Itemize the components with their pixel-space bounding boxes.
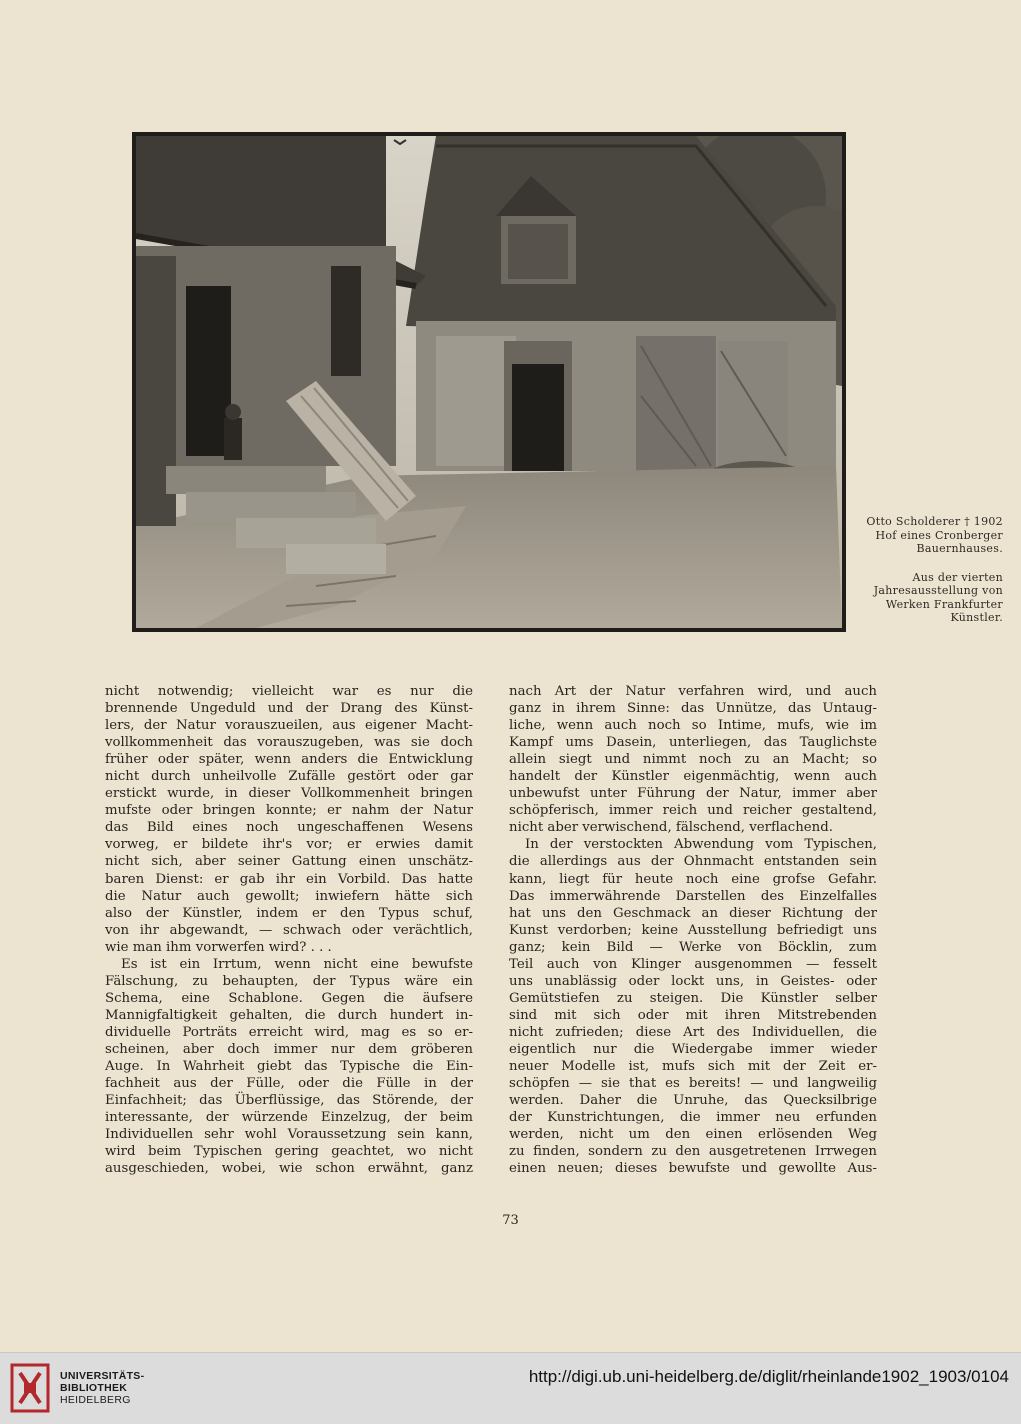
caption-source-1: Aus der vierten	[912, 570, 1003, 584]
text-line: vollkommenheit das vorauszugeben, was sie doch	[105, 735, 473, 751]
caption-line-title-1: Hof eines Cronberger	[875, 528, 1003, 542]
caption-line-title-2: Bauernhauses.	[916, 542, 1003, 555]
text-line: Das immerwährende Darstellen des Einzelfalles	[509, 888, 877, 904]
text-line: Schema, eine Schablone. Gegen die äufsere	[105, 990, 473, 1006]
caption-line-artist: Otto Scholderer † 1902	[866, 515, 1003, 528]
text-line: unbewufst unter Führung der Natur, immer aber	[509, 786, 877, 802]
text-line: Mannigfaltigkeit gehalten, die durch hundert in-	[105, 1007, 473, 1023]
text-column-right	[509, 683, 877, 1177]
text-line: hat uns den Geschmack an dieser Richtung der	[509, 905, 877, 921]
text-column-left	[105, 683, 473, 1177]
text-line: ganz; kein Bild — Werke von Böcklin, zum	[509, 939, 877, 955]
text-line: nicht aber verwischend, fälschend, verflachend.	[509, 820, 833, 836]
figure-caption	[843, 515, 1003, 625]
painting-plate	[132, 132, 846, 632]
text-line: Einfachheit; das Überflüssige, das Störende, der	[105, 1093, 473, 1109]
text-line: Kunst verdorben; keine Ausstellung befriedigt uns	[509, 922, 877, 938]
text-line: die Natur auch gewollt; inwiefern hätte sich	[105, 888, 473, 904]
text-line: nicht durch unheilvolle Zufälle gestört oder gar	[105, 769, 473, 785]
text-line: von ihr abgewandt, — schwach oder verächtlich,	[105, 922, 473, 938]
text-line: nicht notwendig; vielleicht war es nur die	[105, 684, 473, 699]
caption-source-3: Werken Frankfurter	[885, 597, 1003, 611]
caption-source-4: Künstler.	[950, 611, 1003, 624]
text-line: früher oder später, wenn anders die Entwicklung	[105, 752, 473, 768]
text-line: liche, wenn auch noch so Intime, mufs, wie im	[509, 718, 877, 734]
text-line: werden, nicht um den einen erlösenden Weg	[509, 1127, 877, 1143]
text-line: vorweg, er bildete ihr's vor; er erwies damit	[105, 837, 473, 853]
text-line: das Bild eines noch ungeschaffenen Wesens	[105, 820, 473, 836]
text-line: eigentlich nur die Wiedergabe immer wieder	[509, 1041, 877, 1057]
text-line: interessante, der würzende Einzelzug, der beim	[105, 1110, 473, 1126]
caption-source-2: Jahresausstellung von	[873, 584, 1003, 597]
page-number: 73	[502, 1213, 519, 1228]
farmyard-painting-image	[136, 136, 842, 628]
text-line: Es ist ein Irrtum, wenn nicht eine bewufste	[121, 956, 473, 972]
text-line: In der verstockten Abwendung vom Typischen,	[525, 837, 877, 853]
text-line: der Kunstrichtungen, die immer neu erfunden	[509, 1110, 877, 1126]
text-line: handelt der Künstler eigenmächtig, wenn auch	[509, 769, 877, 785]
text-line: nicht zufrieden; diese Art des Individuellen, die	[509, 1024, 877, 1040]
text-line: nach Art der Natur verfahren wird, und auch	[509, 684, 877, 699]
text-line: Individuellen sehr wohl Voraussetzung sein kann,	[105, 1127, 473, 1143]
text-line: erstickt wurde, in dieser Vollkommenheit bringen	[105, 786, 473, 802]
text-line: uns unablässig oder lockt uns, in Geistes- oder	[509, 973, 877, 989]
text-line: fachheit aus der Fülle, oder die Fülle in der	[105, 1076, 473, 1092]
text-line: einen neuen; dieses bewufste und gewollte Aus-	[509, 1161, 877, 1177]
text-line: also der Künstler, indem er den Typus schuf,	[105, 905, 473, 921]
text-line: Teil auch von Klinger ausgenommen — fesselt	[509, 956, 877, 972]
text-line: Gemütstiefen zu steigen. Die Künstler selber	[509, 990, 877, 1006]
text-line: zu finden, sondern zu den ausgetretenen Irrwegen	[509, 1144, 877, 1160]
text-line: Kampf ums Dasein, unterliegen, das Tauglichste	[509, 735, 877, 751]
viewer-footer	[0, 1352, 1021, 1424]
text-line: neuer Modelle ist, mufs sich mit der Zeit er-	[509, 1059, 877, 1075]
text-line: werden. Daher die Unruhe, das Quecksilbrige	[509, 1093, 877, 1109]
library-line-1: UNIVERSITÄTS-	[60, 1370, 145, 1382]
library-line-2: BIBLIOTHEK	[60, 1382, 128, 1394]
text-line: lers, der Natur vorauszueilen, aus eigener Macht-	[105, 718, 473, 734]
library-line-3: HEIDELBERG	[60, 1394, 131, 1406]
text-line: Auge. In Wahrheit giebt das Typische die Ein-	[105, 1059, 473, 1075]
text-line: die allerdings aus der Ohnmacht entstanden sein	[509, 854, 877, 870]
university-seal-icon	[10, 1363, 50, 1413]
text-line: wie man ihm vorwerfen wird? . . .	[105, 939, 332, 955]
text-line: wird beim Typischen gering geachtet, wo nicht	[105, 1144, 473, 1160]
text-line: kann, liegt für heute noch eine grofse Gefahr.	[509, 871, 877, 887]
text-line: brennende Ungeduld und der Drang des Künst-	[105, 701, 473, 717]
text-line: dividuelle Porträts erreicht wird, mag es so er-	[105, 1024, 473, 1040]
text-line: ganz in ihrem Sinne: das Unnütze, das Untaug-	[509, 701, 877, 717]
text-line: baren Dienst: er gab ihr ein Vorbild. Das hatte	[105, 871, 473, 887]
text-line: schöpfen — sie that es bereits! — und langweilig	[509, 1076, 877, 1092]
document-url-link[interactable]: http://digi.ub.uni-heidelberg.de/diglit/rheinlande1902_1903/0104	[528, 1367, 1009, 1386]
text-line: sind mit sich oder mit ihren Mitstrebenden	[509, 1007, 877, 1023]
text-line: Fälschung, zu behaupten, der Typus wäre ein	[105, 973, 473, 989]
text-line: nicht sich, aber seiner Gattung einen unschätz-	[105, 854, 473, 870]
text-line: mufste oder bringen konnte; er nahm der Natur	[105, 803, 473, 819]
library-name	[60, 1370, 144, 1406]
text-line: schöpferisch, immer reich und reicher gestaltend,	[509, 803, 877, 819]
text-line: ausgeschieden, wobei, wie schon erwähnt, ganz	[105, 1161, 473, 1177]
text-line: allein siegt und nimmt noch zu an Macht; so	[509, 752, 877, 768]
text-line: scheinen, aber doch immer nur dem gröberen	[105, 1041, 473, 1057]
